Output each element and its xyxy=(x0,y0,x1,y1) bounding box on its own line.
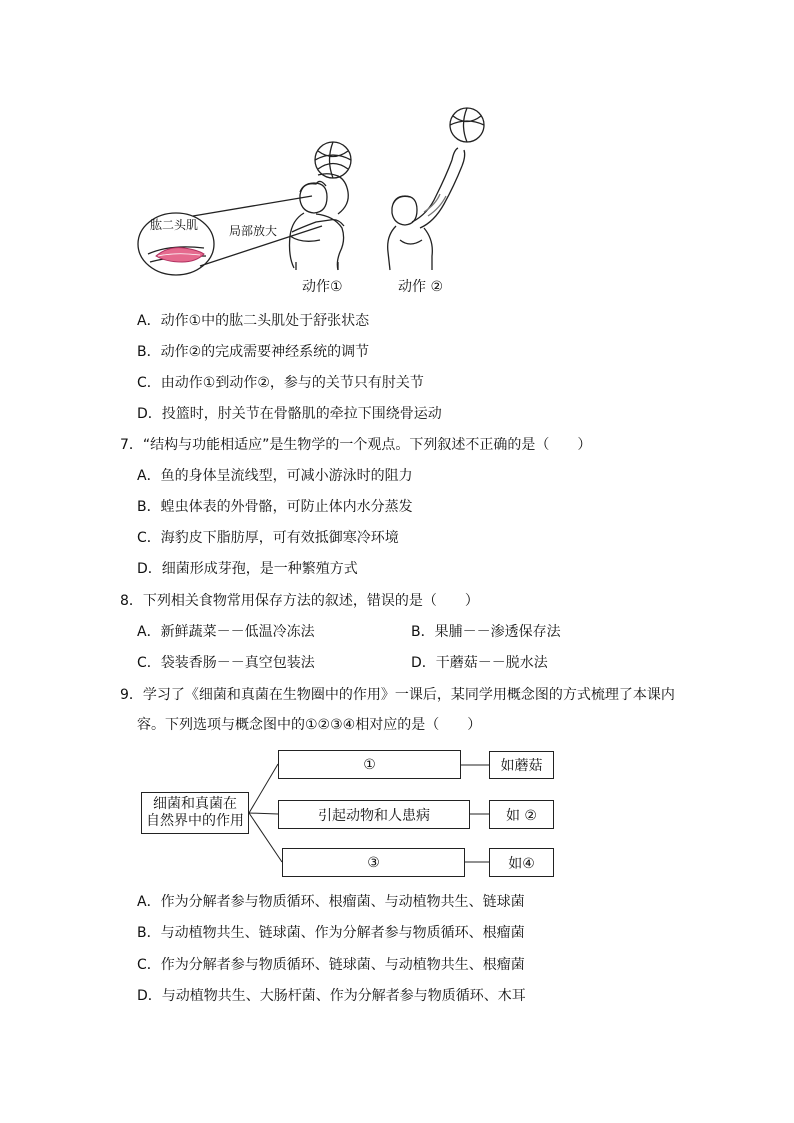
q8-option-d: D．干蘑菇－－脱水法 xyxy=(411,655,548,671)
q7-option-b: B．蝗虫体表的外骨骼，可防止体内水分蒸发 xyxy=(137,499,413,515)
q8-option-b: B．果脯－－渗透保存法 xyxy=(411,624,561,640)
q6-option-d: D．投篮时，肘关节在骨骼肌的牵拉下围绕骨运动 xyxy=(137,406,442,422)
q7-option-a: A．鱼的身体呈流线型，可减小游泳时的阻力 xyxy=(137,468,413,484)
q9-stem-line-2: 容。下列选项与概念图中的①②③④相对应的是（ ） xyxy=(137,717,482,733)
q9-option-d: D．与动植物共生、大肠杆菌、作为分解者参与物质循环、木耳 xyxy=(137,988,526,1004)
concept-example-3-box: 如④ xyxy=(489,848,554,877)
concept-root-box xyxy=(141,792,249,834)
concept-branch-1-box: ① xyxy=(278,750,461,779)
q7-stem: 7．“结构与功能相适应”是生物学的一个观点。下列叙述不正确的是（ ） xyxy=(120,437,592,453)
action-2-label: 动作 ② xyxy=(398,279,444,295)
q6-option-b: B．动作②的完成需要神经系统的调节 xyxy=(137,344,370,360)
q8-stem: 8．下列相关食物常用保存方法的叙述，错误的是（ ） xyxy=(120,593,479,609)
q7-option-d: D．细菌形成芽孢，是一种繁殖方式 xyxy=(137,561,358,577)
concept-root-line-2: 自然界中的作用 xyxy=(146,813,244,829)
concept-example-2-box: 如 ② xyxy=(489,800,554,829)
concept-example-1-box: 如蘑菇 xyxy=(489,751,554,779)
q6-option-c: C．由动作①到动作②，参与的关节只有肘关节 xyxy=(137,375,424,391)
q9-stem-line-1: 9．学习了《细菌和真菌在生物圈中的作用》一课后，某同学用概念图的方式梳理了本课内 xyxy=(120,687,675,703)
concept-branch-2-box: 引起动物和人患病 xyxy=(278,800,470,829)
q8-option-c: C．袋装香肠－－真空包装法 xyxy=(137,655,315,671)
q8-option-a: A．新鲜蔬菜－－低温冷冻法 xyxy=(137,624,315,640)
concept-root-line-1: 细菌和真菌在 xyxy=(153,796,237,813)
zoom-label: 局部放大 xyxy=(229,224,278,238)
q7-option-c: C．海豹皮下脂肪厚，可有效抵御寒冷环境 xyxy=(137,530,399,546)
bicep-label: 肱二头肌 xyxy=(150,218,199,232)
q9-option-b: B．与动植物共生、链球菌、作为分解者参与物质循环、根瘤菌 xyxy=(137,925,525,941)
q9-option-c: C．作为分解者参与物质循环、链球菌、与动植物共生、根瘤菌 xyxy=(137,957,525,973)
concept-branch-3-box: ③ xyxy=(282,848,465,877)
action-1-label: 动作① xyxy=(302,279,343,295)
q6-option-a: A．动作①中的肱二头肌处于舒张状态 xyxy=(137,313,370,329)
q9-option-a: A．作为分解者参与物质循环、根瘤菌、与动植物共生、链球菌 xyxy=(137,894,525,910)
